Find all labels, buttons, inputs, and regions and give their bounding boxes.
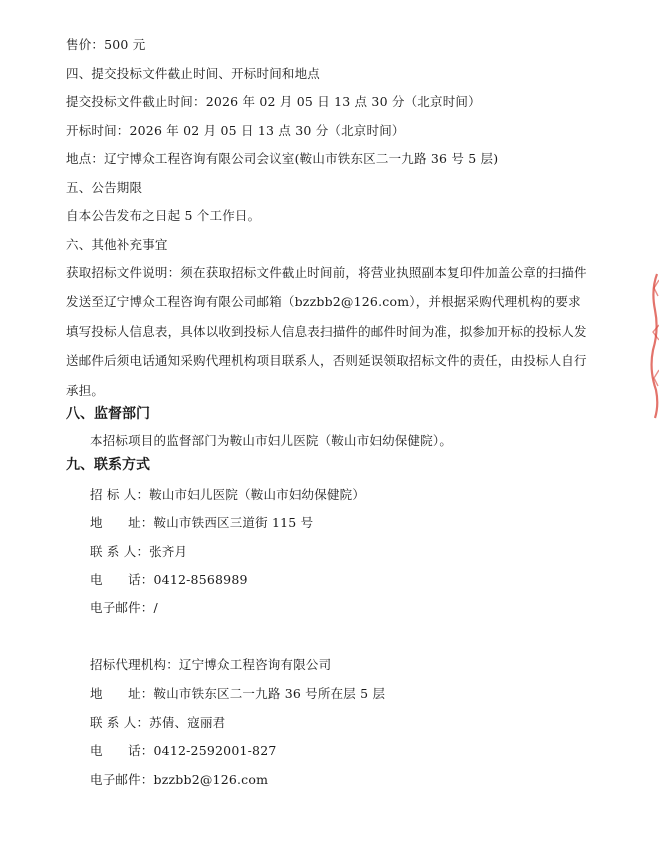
notice-period: 自本公告发布之日起 5 个工作日。	[66, 208, 261, 223]
section-4-title: 四、提交投标文件截止时间、开标时间和地点	[66, 66, 321, 81]
section-5-title: 五、公告期限	[66, 180, 143, 195]
tenderer-contact: 张齐月	[149, 544, 188, 559]
agency-address-row	[90, 686, 385, 702]
supplementary-instructions: 获取招标文件说明：须在获取招标文件截止时间前，将营业执照副本复印件加盖公章的扫描件发送至辽宁博众工程咨询有限公司邮箱（bzzbb2@126.com），并根据采购代理机构的要求填写投标人信息表，具体以收到投标人信息表扫描件的邮件时间为准，拟参加开标的投标人发送邮件后须电话通知采购代理机构项目联系人，否则延误领取招标文件的责任，由投标人自行承担。	[66, 265, 587, 398]
agency-name-row	[90, 657, 331, 673]
agency-contact: 苏倩、寇丽君	[149, 715, 226, 730]
tenderer-phone-row	[90, 572, 248, 588]
tenderer-name: 鞍山市妇儿医院（鞍山市妇幼保健院）	[149, 487, 366, 502]
tenderer-email-row	[90, 600, 158, 616]
agency-email-row	[90, 772, 268, 788]
section-6-title: 六、其他补充事宜	[66, 237, 168, 252]
agency-email-label: 电子邮件：	[90, 772, 154, 787]
agency-email: bzzbb2@126.com	[153, 772, 269, 787]
agency-contact-label: 联 系 人：	[90, 715, 150, 730]
location-line: 地点：辽宁博众工程咨询有限公司会议室(鞍山市铁东区二一九路 36 号 5 层)	[66, 151, 499, 166]
supervision-text: 本招标项目的监督部门为鞍山市妇儿医院（鞍山市妇幼保健院）。	[90, 433, 453, 448]
tenderer-name-row	[90, 487, 365, 503]
agency-name-label: 招标代理机构：	[90, 657, 179, 672]
tenderer-contact-row	[90, 544, 187, 560]
agency-address-label: 地 址：	[90, 686, 154, 701]
section-8-title: 八、监督部门	[66, 406, 150, 422]
tenderer-contact-label: 联 系 人：	[90, 544, 150, 559]
tenderer-name-label: 招 标 人：	[90, 487, 150, 502]
agency-phone: 0412-2592001-827	[153, 743, 277, 758]
agency-name: 辽宁博众工程咨询有限公司	[178, 657, 332, 672]
tenderer-phone: 0412-8568989	[153, 572, 248, 587]
agency-phone-label: 电 话：	[90, 743, 154, 758]
tenderer-address-row	[90, 515, 313, 531]
tenderer-email-label: 电子邮件：	[90, 600, 154, 615]
tenderer-address: 鞍山市铁西区三道街 115 号	[153, 515, 314, 530]
tenderer-email: /	[153, 600, 158, 615]
tenderer-phone-label: 电 话：	[90, 572, 154, 587]
red-seal-icon	[647, 270, 659, 420]
tenderer-address-label: 地 址：	[90, 515, 154, 530]
agency-contact-row	[90, 715, 225, 731]
price-line: 售价：500 元	[66, 37, 146, 52]
submission-deadline: 提交投标文件截止时间：2026 年 02 月 05 日 13 点 30 分（北京时间）	[66, 94, 481, 109]
agency-address: 鞍山市铁东区二一九路 36 号所在层 5 层	[153, 686, 386, 701]
opening-time: 开标时间：2026 年 02 月 05 日 13 点 30 分（北京时间）	[66, 123, 405, 138]
agency-phone-row	[90, 743, 277, 759]
section-9-title: 九、联系方式	[66, 457, 150, 473]
